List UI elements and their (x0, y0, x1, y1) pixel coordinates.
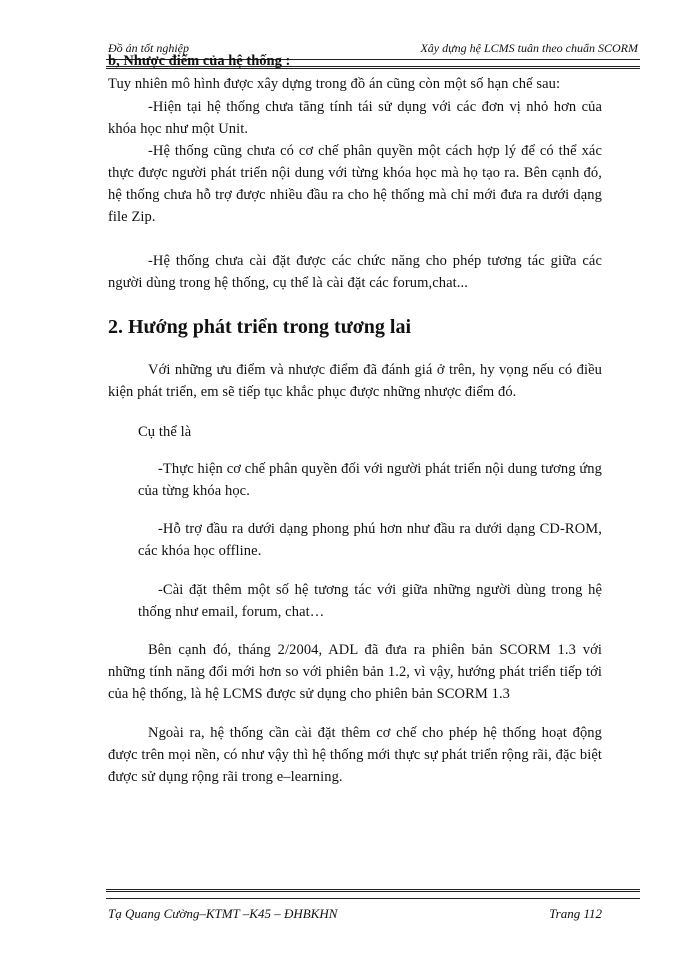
section-2-para-2: Ngoài ra, hệ thống cần cài đặt thêm cơ chế cho phép hệ thống hoạt động được trên mọi nền, có như vậy thì hệ thống mới thực sự phát triển rộng rãi, đặc biệt được sử dụng rộng rãi trong e–learning. (108, 725, 602, 785)
section-2-lead: Cụ thể là (138, 424, 192, 440)
footer-author: Tạ Quang Cường–KTMT –K45 – ĐHBKHN (108, 906, 338, 921)
header-right-text: Xây dựng hệ LCMS tuân theo chuẩn SCORM (420, 41, 638, 55)
section-2-title: 2. Hướng phát triển trong tương lai (108, 316, 412, 338)
section-b-title: b, Nhược điểm của hệ thống : (108, 53, 291, 69)
section-b-intro: Tuy nhiên mô hình được xây dựng trong đồ án cũng còn một số hạn chế sau: (108, 76, 561, 92)
section-2-intro: Với những ưu điểm và nhược điểm đã đánh giá ở trên, hy vọng nếu có điều kiện phát triển, em sẽ tiếp tục khắc phục được những nhược điểm đó. (108, 362, 602, 400)
section-2-item-2: -Hỗ trợ đầu ra dưới dạng phong phú hơn như đầu ra dưới dạng CD-ROM, các khóa học offline. (138, 521, 602, 559)
footer-rule (106, 889, 640, 899)
footer-page-number: Trang 112 (549, 906, 602, 921)
section-b-item-2: -Hệ thống cũng chưa có cơ chế phân quyền một cách hợp lý để có thể xác thực được người phát triển nội dung với từng khóa học mà họ tạo ra. Bên cạnh đó, hệ thống chưa hỗ trợ được nhiều đầu ra cho hệ thống mà chỉ mới đưa ra dưới dạng file Zip. (108, 143, 602, 225)
section-2-para-1: Bên cạnh đó, tháng 2/2004, ADL đã đưa ra phiên bản SCORM 1.3 với những tính năng đổi mới hơn so với phiên bản 1.2, vì vậy, hướng phát triển tiếp tới của hệ thống, là hệ LCMS được sử dụng cho phiên bản SCORM 1.3 (108, 642, 602, 702)
header-left-text: Đồ án tốt nghiệp (108, 41, 189, 55)
section-2-item-1: -Thực hiện cơ chế phân quyền đối với người phát triển nội dung tương ứng của từng khóa học. (138, 461, 602, 499)
section-2-item-3: -Cài đặt thêm một số hệ tương tác với giữa những người dùng trong hệ thống như email, forum, chat… (138, 582, 602, 620)
section-b-item-3: -Hệ thống chưa cài đặt được các chức năng cho phép tương tác giữa các người dùng trong hệ thống, cụ thể là cài đặt các forum,chat... (108, 253, 602, 291)
section-b-item-1: -Hiện tại hệ thống chưa tăng tính tái sử dụng với các đơn vị nhỏ hơn của khóa học như một Unit. (108, 99, 602, 137)
